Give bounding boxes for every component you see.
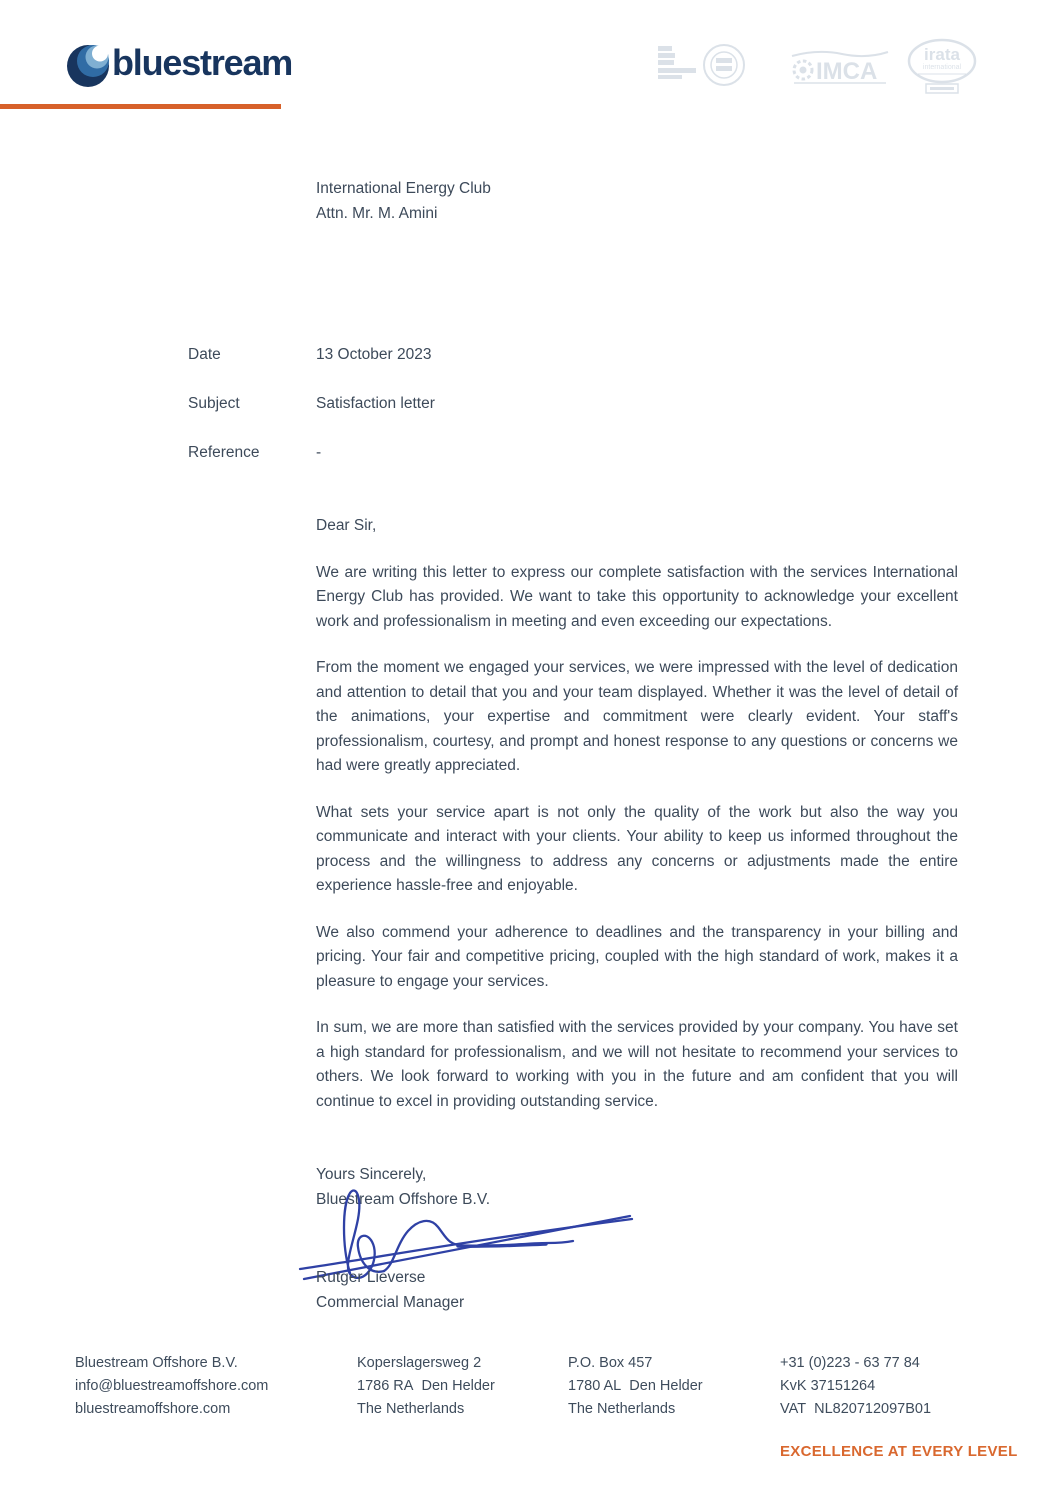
recipient-attn: Attn. Mr. M. Amini — [316, 205, 438, 222]
imca-logo-icon — [790, 48, 890, 84]
paragraph-2: From the moment we engaged your services, we were impressed with the level of dedication and attention to detail that you and your team displayed. Whether it was the level of detail of the animations, your expertise and commitment were clearly evident. Your staff's professionalism, courtesy, and prompt and honest response to any questions or concerns we had were greatly appreciated. — [316, 659, 958, 774]
footer-pobox: P.O. Box 457 — [568, 1355, 653, 1371]
letter-body — [316, 514, 958, 1136]
svg-text:irata: irata — [924, 45, 960, 64]
footer-kvk: KvK 37151264 — [780, 1378, 876, 1394]
footer-pobox-postal: 1780 AL Den Helder — [568, 1378, 703, 1394]
footer-website: bluestreamoffshore.com — [75, 1401, 231, 1417]
closing-company: Bluestream Offshore B.V. — [316, 1191, 491, 1208]
footer-vat: VAT NL820712097B01 — [780, 1401, 932, 1417]
svg-text:international: international — [922, 64, 962, 71]
iso-certification-icon — [658, 42, 750, 90]
footer-pobox-country: The Netherlands — [568, 1401, 676, 1417]
footer-registration-column — [780, 1352, 931, 1421]
recipient-block — [316, 176, 491, 226]
footer-company-column — [75, 1352, 268, 1421]
bluestream-wave-icon — [66, 42, 112, 88]
salutation: Dear Sir, — [316, 517, 377, 534]
paragraph-3: What sets your service apart is not only the quality of the work but also the way you communicate and interact with your clients. Your ability to keep us informed throughout the process and the willingness to address any concerns or adjustments made the entire experience hassle-free and enjoyable. — [316, 803, 958, 894]
meta-label-date: Date — [188, 346, 221, 363]
paragraph-5: In sum, we are more than satisfied with the services provided by your company. You have set a high standard for professionalism, and we will not hesitate to recommend your services to others. We look forward to working with you in the future and am confident that you will continue to excel in providing outstanding service. — [316, 1019, 958, 1110]
signatory-block — [316, 1266, 464, 1315]
meta-label-subject: Subject — [188, 395, 240, 412]
footer-pobox-column — [568, 1352, 703, 1421]
recipient-name: International Energy Club — [316, 180, 491, 197]
signatory-name: Rutger Lieverse — [316, 1269, 426, 1286]
svg-text:IMCA: IMCA — [816, 58, 878, 84]
signatory-title: Commercial Manager — [316, 1293, 465, 1311]
footer-address-column — [357, 1352, 495, 1421]
paragraph-1: We are writing this letter to express our complete satisfaction with the services International Energy Club has provided. We want to take this opportunity to acknowledge your excellent work and professionalism in meeting and even exceeding our expectations. — [316, 563, 958, 630]
meta-value-subject: Satisfaction letter — [316, 395, 435, 412]
header-orange-rule — [0, 104, 281, 109]
certification-logos — [658, 36, 988, 96]
footer-company-name: Bluestream Offshore B.V. — [75, 1355, 238, 1371]
irata-logo-icon — [906, 38, 978, 96]
footer-street: Koperslagersweg 2 — [357, 1355, 482, 1371]
meta-label-reference: Reference — [188, 444, 260, 461]
meta-value-reference: - — [316, 444, 322, 461]
closing-sincerely: Yours Sincerely, — [316, 1166, 427, 1183]
paragraph-4: We also commend your adherence to deadlines and the transparency in your billing and pricing. Your fair and competitive pricing, coupled with the high standard of work, makes it a pleasure to engage your services. — [316, 923, 958, 990]
footer-postal-city: 1786 RA Den Helder — [357, 1378, 495, 1394]
footer-phone: +31 (0)223 - 63 77 84 — [780, 1355, 920, 1371]
footer-country: The Netherlands — [357, 1401, 465, 1417]
meta-value-date: 13 October 2023 — [316, 346, 432, 363]
footer-email: info@bluestreamoffshore.com — [75, 1378, 269, 1394]
brand-wordmark: bluestream — [112, 42, 293, 83]
brand-tagline: EXCELLENCE AT EVERY LEVEL — [780, 1443, 1018, 1460]
